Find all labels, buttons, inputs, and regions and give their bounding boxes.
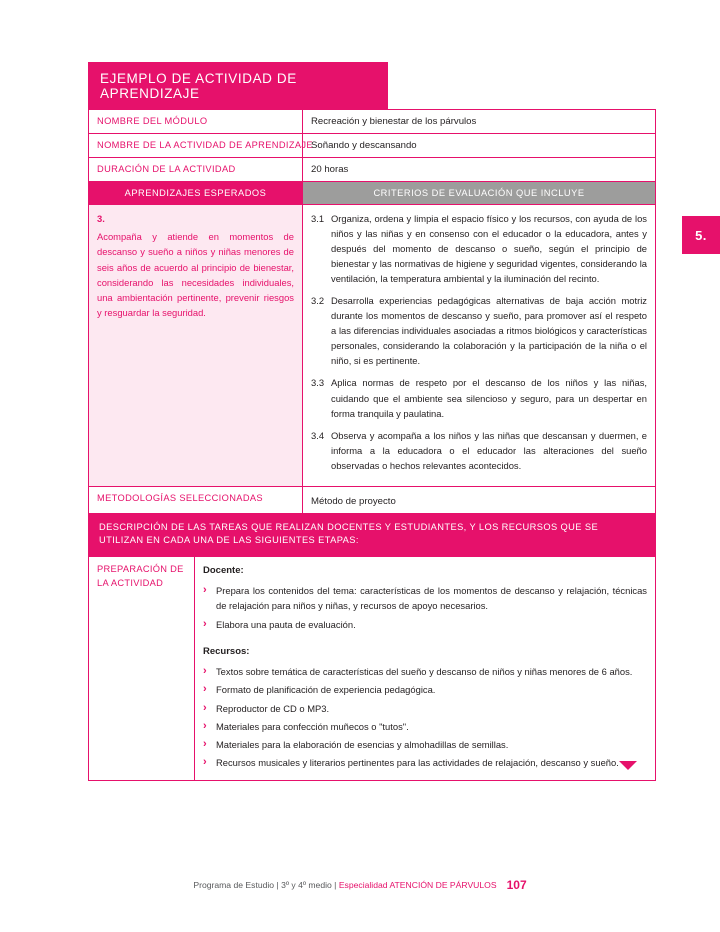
row-label-modulo: NOMBRE DEL MÓDULO: [89, 110, 303, 134]
footer-specialty: Especialidad ATENCIÓN DE PÁRVULOS: [338, 880, 497, 890]
criterion-text: Observa y acompaña a los niños y las niñas que descansan y duermen, e informa a la educadora o el educador las alteraciones del sueño observadas o hechos relevantes acontecidos.: [331, 429, 647, 471]
criterion-number: 3.4: [311, 429, 325, 441]
stage-label: PREPARACIÓN DE LA ACTIVIDAD: [89, 556, 195, 780]
header-aprendizajes: APRENDIZAJES ESPERADOS: [89, 182, 303, 205]
criterion-text: Desarrolla experiencias pedagógicas alternativas de baja acción motriz durante los momentos de descanso y sueño, para promover así el respeto a las diferencias individuales asociadas a ritmos biológicos y características personales, considerando la colaboración y la participación de la niña o el niño, si es pertinente.: [331, 295, 647, 367]
criterion-text: Aplica normas de respeto por el descanso de los niños y las niñas, cuidando que el ambiente sea silencioso y seguro, para un despertar en forma tranquila y paulatina.: [331, 377, 647, 419]
criterion-item: [311, 428, 647, 473]
list-item: › Recursos musicales y literarios pertinentes para las actividades de relajación, descanso y sueño.: [203, 755, 647, 770]
stage-content: [195, 556, 656, 780]
list-item: › Textos sobre temática de características del sueño y descanso de niños y niñas menores de 6 años.: [203, 664, 647, 679]
criterion-number: 3.2: [311, 295, 325, 307]
learning-number: 3.: [97, 213, 105, 224]
criterion-item: [311, 375, 647, 420]
info-table: [88, 109, 656, 514]
row-value-metodologias: Método de proyecto: [303, 486, 656, 513]
resources-heading: Recursos:: [203, 645, 250, 657]
table-row: [89, 134, 656, 158]
criteria-cell: [303, 205, 656, 487]
learning-text: Acompaña y atiende en momentos de descanso y sueño a niños y niñas menores de seis años de acuerdo al principio de bienestar, considerando las necesidades individuales, una ambientación pertinente, prevenir riesgos y resguardar la seguridad.: [97, 231, 294, 319]
criterion-number: 3.3: [311, 377, 325, 389]
teacher-heading: Docente:: [203, 564, 244, 576]
stage-table: [88, 556, 656, 781]
list-item: › Prepara los contenidos del tema: características de los momentos de descanso y relajación, técnicas de relajación para niños y niñas, y recursos de apoyo necesarios.: [203, 583, 647, 613]
row-value-duracion: 20 horas: [303, 158, 656, 182]
criterion-item: [311, 293, 647, 368]
footer-text: Programa de Estudio | 3º y 4º medio |: [193, 880, 339, 890]
criterion-item: [311, 211, 647, 286]
criterion-number: 3.1: [311, 213, 325, 224]
triangle-down-icon: [619, 761, 637, 770]
list-item: › Elabora una pauta de evaluación.: [203, 617, 647, 632]
description-band: DESCRIPCIÓN DE LAS TAREAS QUE REALIZAN DOCENTES Y ESTUDIANTES, Y LOS RECURSOS QUE SE UTILIZAN EN CADA UNA DE LAS SIGUIENTES ETAPAS:: [88, 514, 656, 556]
list-item: › Materiales para la elaboración de esencias y almohadillas de semillas.: [203, 737, 647, 752]
row-label-actividad: NOMBRE DE LA ACTIVIDAD DE APRENDIZAJE: [89, 134, 303, 158]
row-label-duracion: DURACIÓN DE LA ACTIVIDAD: [89, 158, 303, 182]
page-number: 107: [506, 878, 527, 892]
activity-sheet: [88, 62, 656, 781]
resources-list: [203, 664, 647, 770]
header-criterios: CRITERIOS DE EVALUACIÓN QUE INCLUYE: [303, 182, 656, 205]
row-label-metodologias: METODOLOGÍAS SELECCIONADAS: [89, 486, 303, 513]
row-value-actividad: Soñando y descansando: [303, 134, 656, 158]
table-header-row: [89, 182, 656, 205]
list-item: › Reproductor de CD o MP3.: [203, 701, 647, 716]
table-row: [89, 486, 656, 513]
list-item: › Formato de planificación de experiencia pedagógica.: [203, 682, 647, 697]
sheet-title: EJEMPLO DE ACTIVIDAD DE APRENDIZAJE: [88, 62, 388, 109]
table-row: [89, 158, 656, 182]
learning-cell: [89, 205, 303, 487]
table-row: [89, 205, 656, 487]
criterion-text: Organiza, ordena y limpia el espacio físico y los recursos, con ayuda de los niños y las niñas y en consenso con el educador o la educadora, antes y después del momento de descanso o sueño, según el principio de bienestar y las normativas de higiene y seguridad vigentes, considerando la ventilación, la temperatura ambiental y la iluminación del recinto.: [331, 213, 647, 285]
chapter-tab-label: 5.: [695, 227, 707, 243]
chapter-tab: [682, 216, 720, 254]
teacher-task-list: [203, 583, 647, 632]
list-item: › Materiales para confección muñecos o "tutos".: [203, 719, 647, 734]
table-row: [89, 110, 656, 134]
row-value-modulo: Recreación y bienestar de los párvulos: [303, 110, 656, 134]
page-footer: [0, 878, 720, 892]
table-row: [89, 556, 656, 780]
